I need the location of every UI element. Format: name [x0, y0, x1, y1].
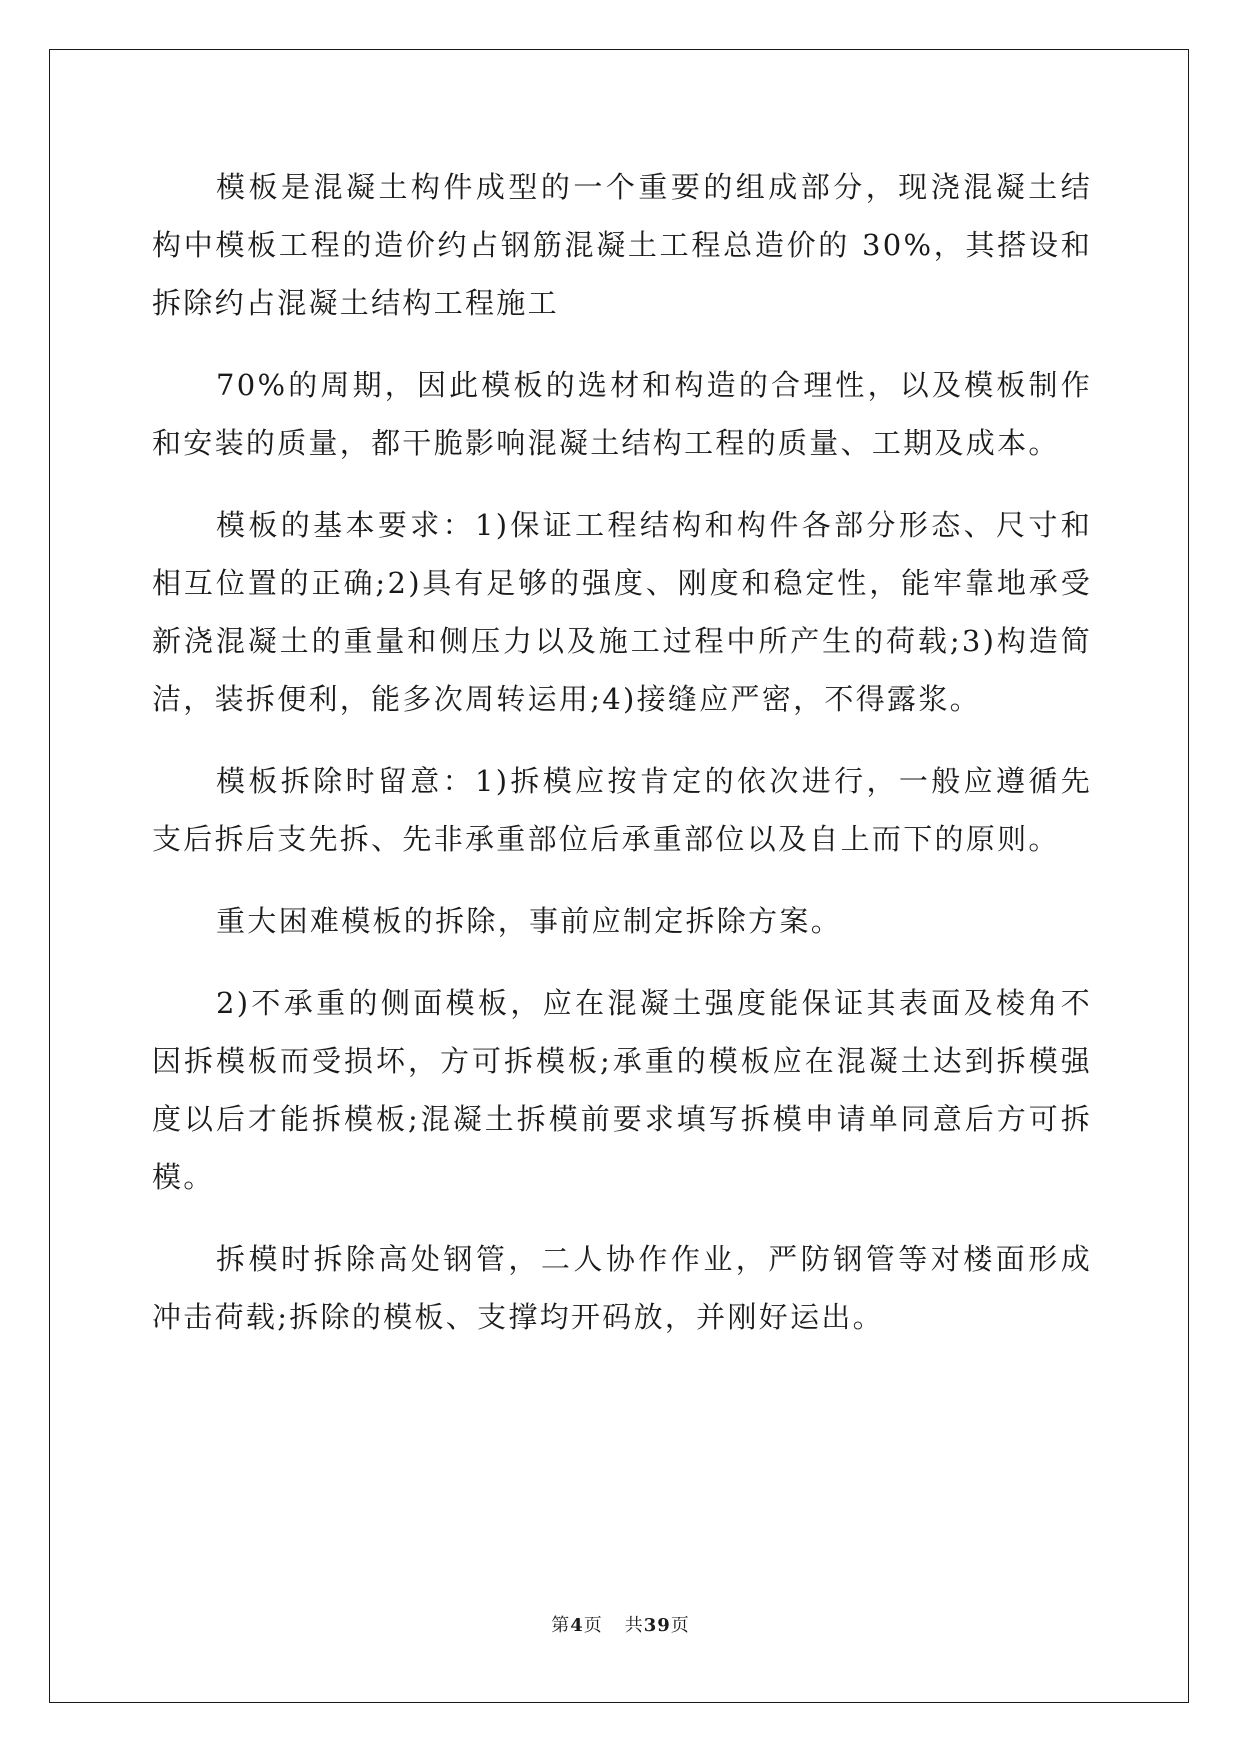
paragraph: 模板的基本要求：1)保证工程结构和构件各部分形态、尺寸和相互位置的正确;2)具有足够的强度、刚度和稳定性，能牢靠地承受新浇混凝土的重量和侧压力以及施工过程中所产生的荷载;3)构造简洁，装拆便利，能多次周转运用;4)接缝应严密，不得露浆。 — [152, 508, 1092, 716]
page-prefix: 第 — [551, 1615, 571, 1636]
document-body — [152, 158, 1092, 1370]
total-pages: 39 — [643, 1615, 671, 1636]
total-prefix: 共 — [624, 1615, 644, 1636]
paragraph: 模板拆除时留意：1)拆模应按肯定的依次进行，一般应遵循先支后拆后支先拆、先非承重部位后承重部位以及自上而下的原则。 — [152, 764, 1092, 856]
paragraph: 2)不承重的侧面模板，应在混凝土强度能保证其表面及棱角不因拆模板而受损坏，方可拆模板;承重的模板应在混凝土达到拆模强度以后才能拆模板;混凝土拆模前要求填写拆模申请单同意后方可拆模。 — [152, 986, 1092, 1194]
paragraph: 拆模时拆除高处钢管，二人协作作业，严防钢管等对楼面形成冲击荷载;拆除的模板、支撑均开码放，并刚好运出。 — [152, 1242, 1092, 1334]
paragraph: 重大困难模板的拆除，事前应制定拆除方案。 — [216, 904, 843, 938]
paragraph: 模板是混凝土构件成型的一个重要的组成部分，现浇混凝土结构中模板工程的造价约占钢筋混凝土工程总造价的 30%，其搭设和拆除约占混凝土结构工程施工 — [152, 170, 1092, 320]
paragraph: 70%的周期，因此模板的选材和构造的合理性，以及模板制作和安装的质量，都干脆影响混凝土结构工程的质量、工期及成本。 — [152, 368, 1092, 460]
page-number: 4 — [570, 1615, 584, 1636]
page-suffix: 页 — [583, 1615, 603, 1636]
total-suffix: 页 — [670, 1615, 690, 1636]
page-footer — [0, 1611, 1241, 1637]
